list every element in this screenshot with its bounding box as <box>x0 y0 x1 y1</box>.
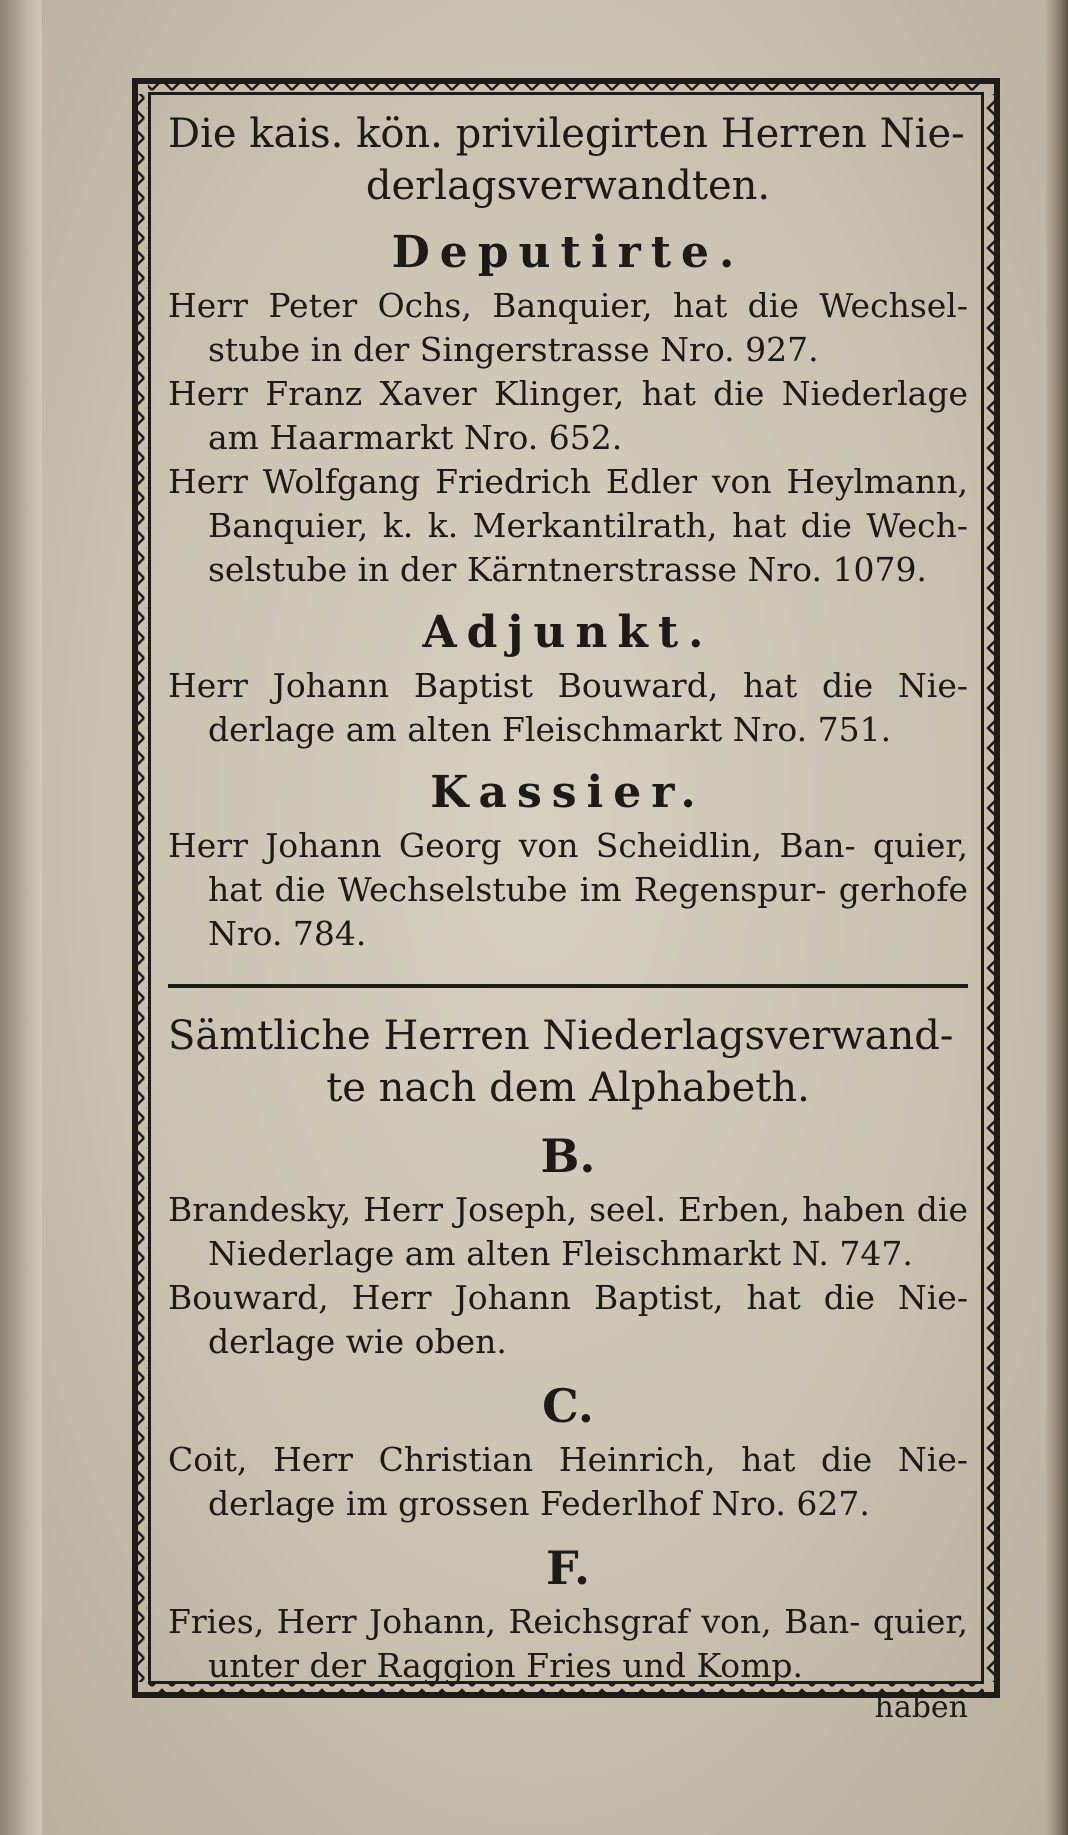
list-item: Herr Peter Ochs, Banquier, hat die Wechsel- stube in der Singerstrasse Nro. 927. <box>168 286 968 369</box>
section-divider <box>168 984 968 988</box>
title-line-2: derlagsverwandten. <box>365 163 771 209</box>
list-item: Coit, Herr Christian Heinrich, hat die Nie- derlage im grossen Federlhof Nro. 627. <box>168 1440 968 1523</box>
list-item: Brandesky, Herr Joseph, seel. Erben, haben die Niederlage am alten Fleischmarkt N. 747. <box>168 1190 968 1273</box>
section-heading-deputirte: Deputirte. <box>391 227 745 278</box>
alphabet-title-line-2: te nach dem Alphabeth. <box>326 1065 810 1111</box>
list-item: Bouward, Herr Johann Baptist, hat die Nie- derlage wie oben. <box>168 1278 968 1361</box>
letter-heading-b: B. <box>540 1129 596 1183</box>
page-title <box>168 108 968 212</box>
alphabet-title-line-1: Sämtliche Herren Niederlagsverwand- <box>168 1013 954 1059</box>
letter-heading-c: C. <box>542 1379 594 1433</box>
title-line-1: Die kais. kön. privilegirten Herren Nie- <box>168 111 965 157</box>
list-item: Herr Johann Baptist Bouward, hat die Nie- derlage am alten Fleischmarkt Nro. 751. <box>168 666 968 749</box>
page-content <box>168 108 968 1728</box>
section-heading-kassier: Kassier. <box>430 767 706 818</box>
list-item: Fries, Herr Johann, Reichsgraf von, Ban- quier, unter der Raggion Fries und Komp. <box>168 1602 968 1685</box>
list-item: Herr Wolfgang Friedrich Edler von Heylmann, Banquier, k. k. Merkantilrath, hat die Wech- selstube in der Kärntnerstrasse Nro. 1079. <box>168 462 968 589</box>
alphabet-title <box>168 1010 968 1114</box>
page-edge <box>1046 0 1068 1835</box>
catchword: haben <box>874 1690 968 1725</box>
gutter-shadow <box>0 0 42 1835</box>
list-item: Herr Johann Georg von Scheidlin, Ban- quier, hat die Wechselstube im Regenspur- gerhofe Nro. 784. <box>168 826 968 953</box>
letter-heading-f: F. <box>545 1541 591 1595</box>
list-item: Herr Franz Xaver Klinger, hat die Niederlage am Haarmarkt Nro. 652. <box>168 374 968 457</box>
section-heading-adjunkt: Adjunkt. <box>422 607 714 658</box>
